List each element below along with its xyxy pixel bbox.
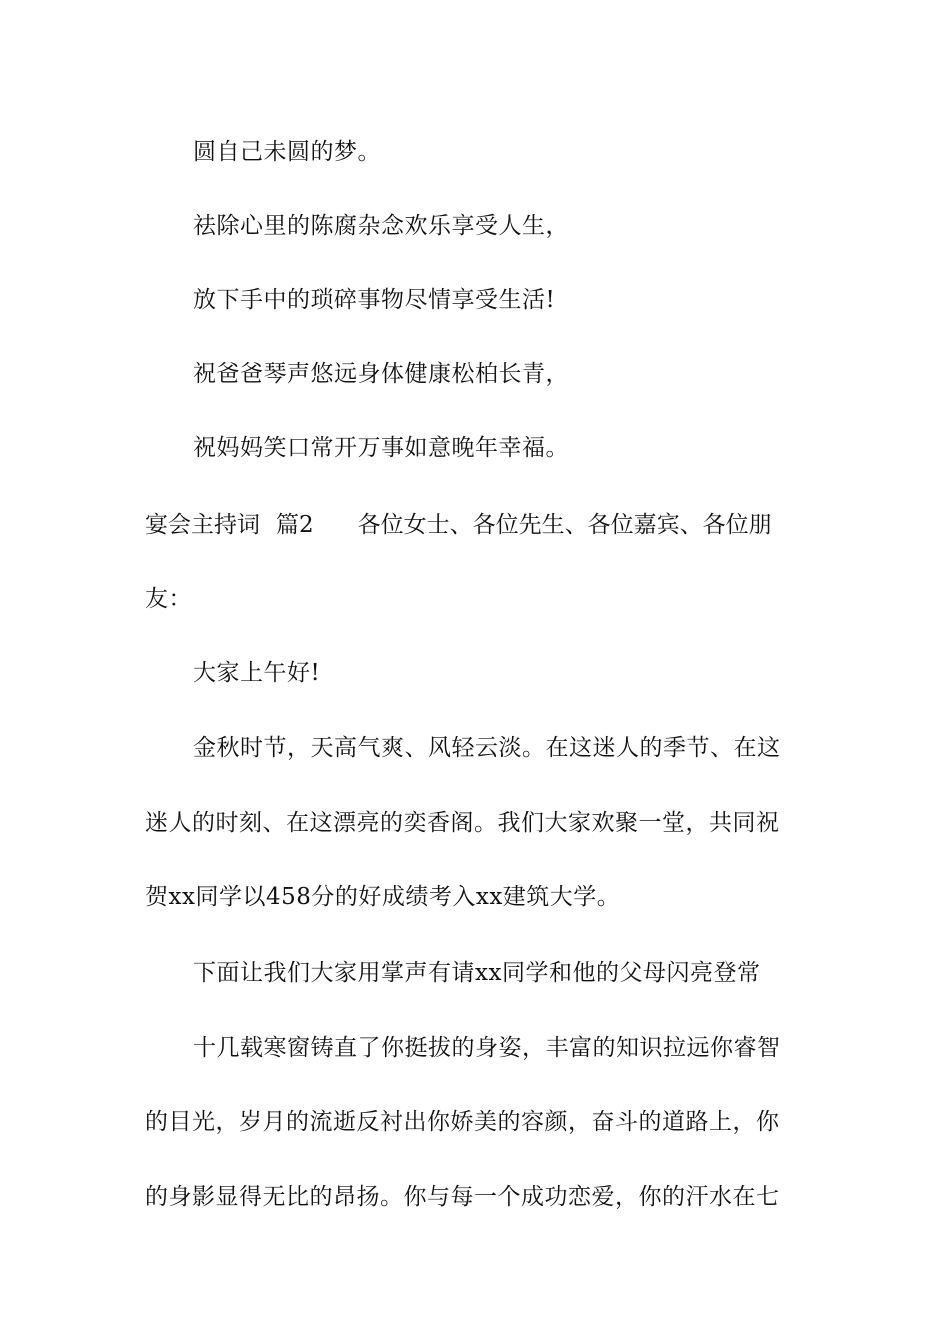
text-line: 的目光，岁月的流逝反衬出你娇美的容颜，奋斗的道路上，你 [145,1109,780,1135]
section-heading [145,510,805,540]
heading-part: 篇2 [276,512,314,538]
text-line: 大家上午好! [193,660,321,686]
text-line: 友： [145,586,192,612]
text-line: 祛除心里的陈腐杂念欢乐享受人生， [193,213,569,239]
text-line: 放下手中的琐碎事物尽情享受生活! [193,287,556,313]
heading-title: 宴会主持词 [145,512,260,538]
heading-text: 各位女士、各位先生、各位嘉宾、各位朋 [357,512,772,538]
text-line: 贺xx同学以458分的好成绩考入xx建筑大学。 [145,884,621,910]
text-line: 祝爸爸琴声悠远身体健康松柏长青， [193,361,569,387]
text-line: 圆自己未圆的梦。 [193,139,381,165]
text-line: 祝妈妈笑口常开万事如意晚年幸福。 [193,435,569,461]
text-line: 金秋时节，天高气爽、风轻云淡。在这迷人的季节、在这 [193,735,781,761]
text-line: 的身影显得无比的昂扬。你与每一个成功恋爱，你的汗水在七 [145,1184,780,1210]
text-line: 十几载寒窗铸直了你挺拔的身姿，丰富的知识拉远你睿智 [193,1035,781,1061]
text-line: 迷人的时刻、在这漂亮的奕香阁。我们大家欢聚一堂，共同祝 [145,810,780,836]
text-line: 下面让我们大家用掌声有请xx同学和他的父母闪亮登常 [193,960,761,986]
